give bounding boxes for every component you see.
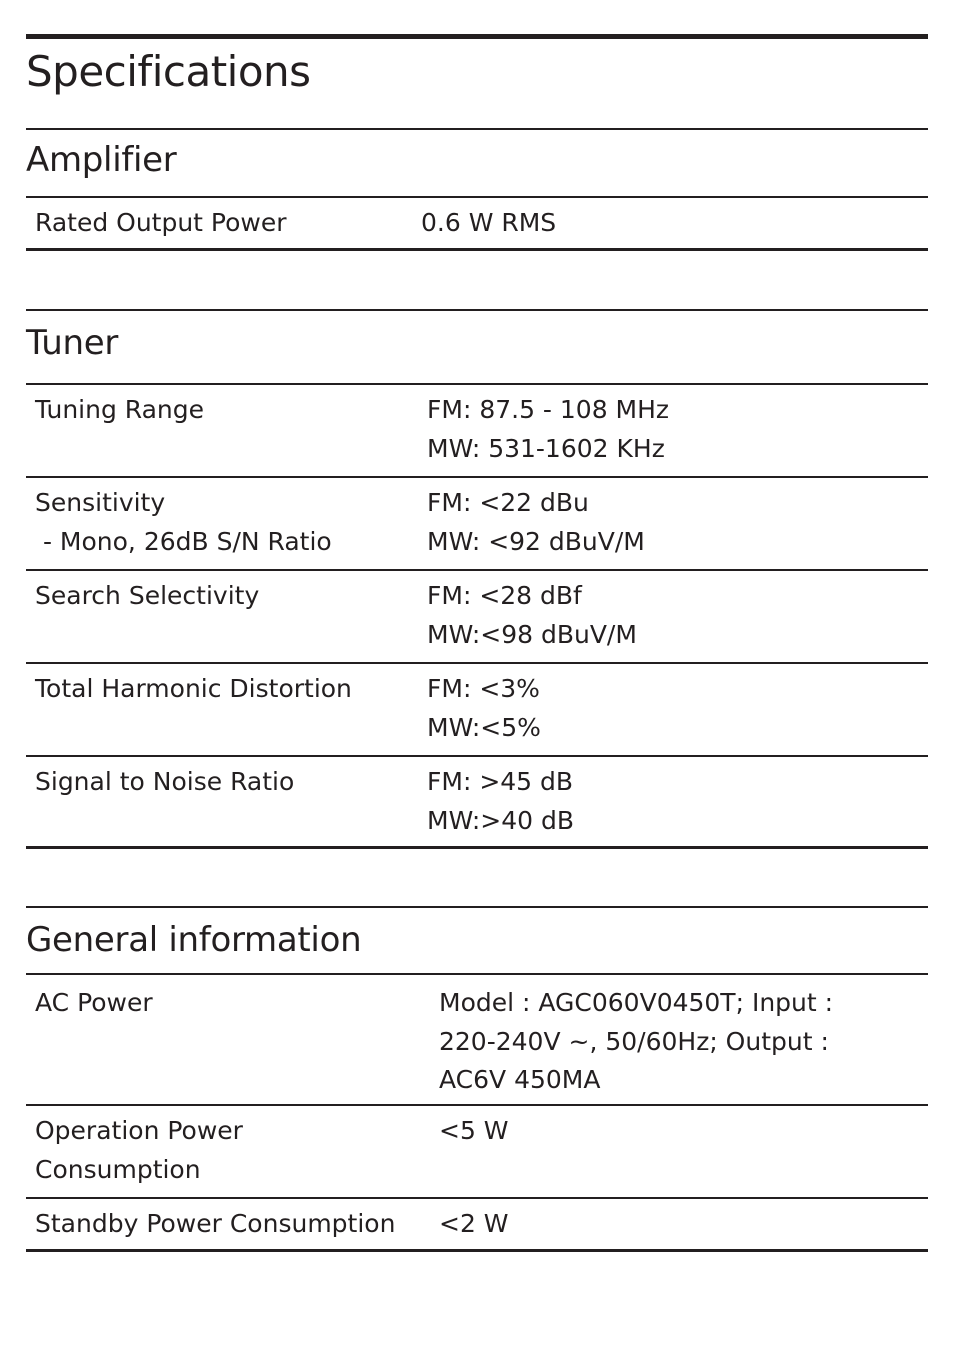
spec-table (26, 973, 928, 1252)
spec-label: Sensitivity - Mono, 26dB S/N Ratio (35, 488, 332, 556)
table-row (26, 662, 928, 755)
table-row (26, 755, 928, 849)
top-rule (26, 34, 928, 39)
table-row (26, 1104, 928, 1197)
table-row (26, 383, 928, 476)
spec-value: FM: <28 dBf MW:<98 dBuV/M (427, 581, 637, 649)
spec-value: <5 W (439, 1116, 509, 1145)
spec-value: FM: 87.5 - 108 MHz MW: 531-1602 KHz (427, 395, 670, 463)
section-title: Amplifier (26, 140, 177, 180)
section-amplifier (26, 128, 928, 237)
spec-label: Standby Power Consumption (35, 1209, 396, 1238)
spec-label: Tuning Range (35, 395, 205, 424)
section-header (26, 309, 928, 385)
spec-value: FM: >45 dB MW:>40 dB (427, 767, 574, 835)
spec-label: Total Harmonic Distortion (35, 674, 352, 703)
spec-value: FM: <3% MW:<5% (427, 674, 541, 742)
spec-label: AC Power (35, 988, 153, 1017)
table-row (26, 1197, 928, 1252)
table-row (26, 973, 928, 1104)
spec-value: <2 W (439, 1209, 509, 1238)
page-title: Specifications (26, 47, 311, 96)
spec-value: Model : AGC060V0450T; Input : 220-240V ~, 50/60Hz; Output : AC6V 450MA (439, 988, 834, 1094)
table-row (26, 196, 928, 251)
section-header (26, 906, 928, 975)
spec-value: FM: <22 dBu MW: <92 dBuV/M (427, 488, 645, 556)
spec-value: 0.6 W RMS (421, 208, 557, 237)
spec-table (26, 196, 928, 251)
section-header (26, 128, 928, 198)
table-row (26, 569, 928, 662)
section-title: Tuner (26, 323, 119, 363)
section-tuner (26, 309, 928, 835)
spec-table (26, 383, 928, 849)
spec-label: Rated Output Power (35, 208, 287, 237)
table-row (26, 476, 928, 569)
spec-label: Search Selectivity (35, 581, 260, 610)
spec-label: Operation Power Consumption (35, 1116, 243, 1184)
spec-label: Signal to Noise Ratio (35, 767, 295, 796)
section-general-information (26, 906, 928, 1238)
section-title: General information (26, 920, 362, 960)
